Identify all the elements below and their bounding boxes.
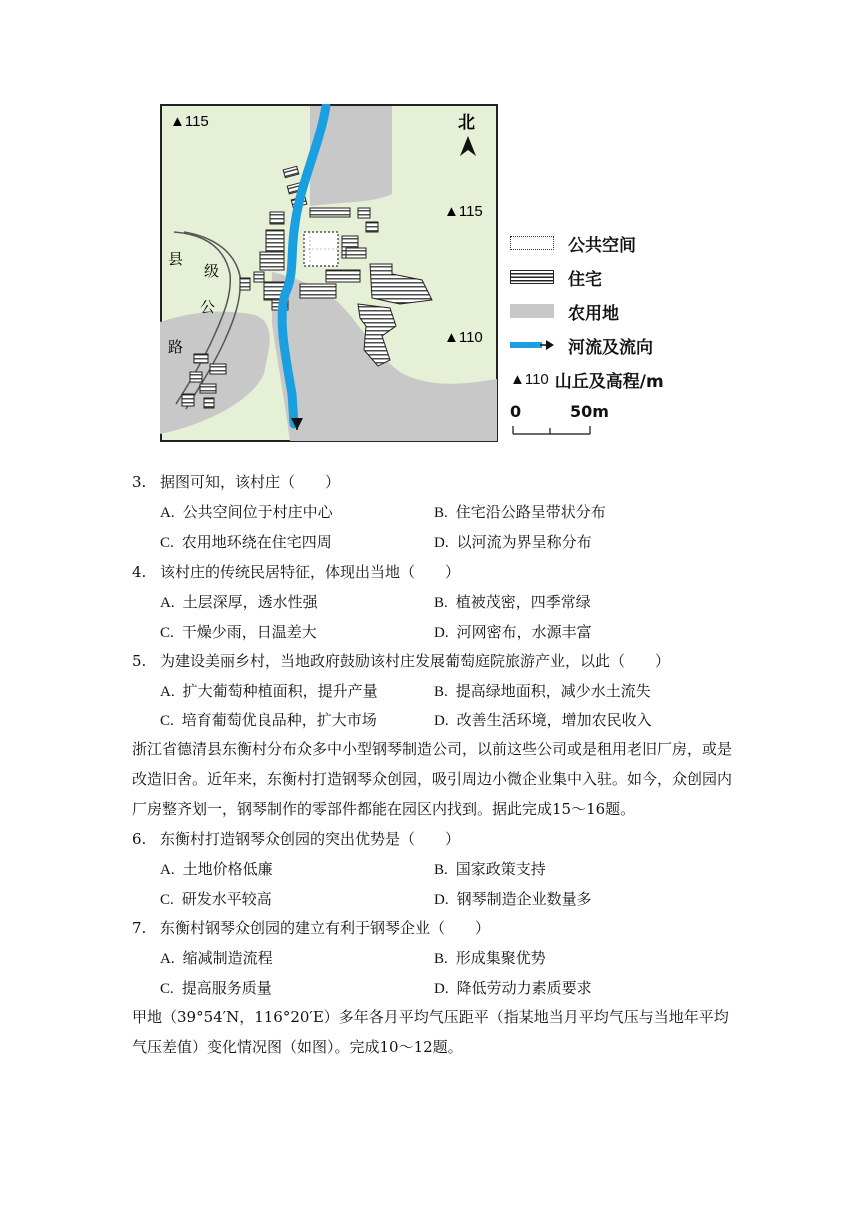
legend-hill: ▲110 山丘及高程/m (510, 370, 664, 392)
option-b: B. 提高绿地面积，减少水土流失 (434, 682, 651, 700)
option-c: C. 培育葡萄优良品种，扩大市场 (160, 711, 377, 729)
option-d: D. 钢琴制造企业数量多 (434, 890, 592, 908)
road-char-2: 级 (204, 262, 220, 280)
legend-river: 河流及流向 (510, 334, 653, 356)
option-a: A. 土地价格低廉 (160, 860, 273, 878)
option-d: D. 以河流为界呈称分布 (434, 533, 592, 551)
option-a: A. 扩大葡萄种植面积，提升产量 (160, 682, 378, 700)
farmland-swatch (510, 304, 554, 318)
passage-piano: 浙江省德清县东衡村分布众多中小型钢琴制造公司，以前这些公司或是租用老旧厂房，或是改造旧舍。近年来，东衡村打造钢琴众创园，吸引周边小微企业集中入驻。如今，众创园内厂房整齐划一，钢琴制作的零部件都能在园区内找到。据此完成15～16题。 (132, 740, 733, 818)
road-char-4: 路 (168, 338, 184, 356)
option-a: A. 公共空间位于村庄中心 (160, 503, 333, 521)
option-a: A. 缩减制造流程 (160, 949, 273, 967)
option-c: C. 农用地环绕在住宅四周 (160, 533, 332, 551)
option-c: C. 提高服务质量 (160, 979, 272, 997)
public-space-swatch (510, 236, 554, 250)
hill-label-se: ▲110 (444, 329, 483, 346)
option-b: B. 形成集聚优势 (434, 949, 546, 967)
house-swatch (510, 270, 554, 284)
legend-public: 公共空间 (510, 232, 636, 254)
option-b: B. 住宅沿公路呈带状分布 (434, 503, 606, 521)
option-d: D. 改善生活环境，增加农民收入 (434, 711, 652, 729)
road-char-1: 县 (168, 250, 184, 268)
option-c: C. 干燥少雨，日温差大 (160, 623, 317, 641)
passage-pressure: 甲地（39°54′N，116°20′E）多年各月平均气压距平（指某地当月平均气压与当地年平均气压差值）变化情况图（如图）。完成10～12题。 (132, 1008, 729, 1056)
option-c: C. 研发水平较高 (160, 890, 272, 908)
option-d: D. 河网密布，水源丰富 (434, 623, 592, 641)
legend-house: 住宅 (510, 266, 602, 288)
north-label: 北 (458, 113, 475, 132)
option-b: B. 植被茂密，四季常绿 (434, 593, 591, 611)
hill-label-e: ▲115 (444, 203, 483, 220)
river-arrow-icon (510, 338, 554, 352)
option-b: B. 国家政策支持 (434, 860, 546, 878)
hill-label-nw: ▲115 (170, 113, 209, 130)
road-char-3: 公 (200, 298, 216, 316)
scale-ticks (512, 424, 592, 436)
option-a: A. 土层深厚，透水性强 (160, 593, 318, 611)
scale-bar: 0 50m (510, 402, 610, 442)
option-d: D. 降低劳动力素质要求 (434, 979, 592, 997)
village-map (160, 104, 498, 442)
map-legend (510, 232, 730, 442)
hill-symbol: ▲110 (510, 370, 549, 388)
legend-farm: 农用地 (510, 300, 619, 322)
